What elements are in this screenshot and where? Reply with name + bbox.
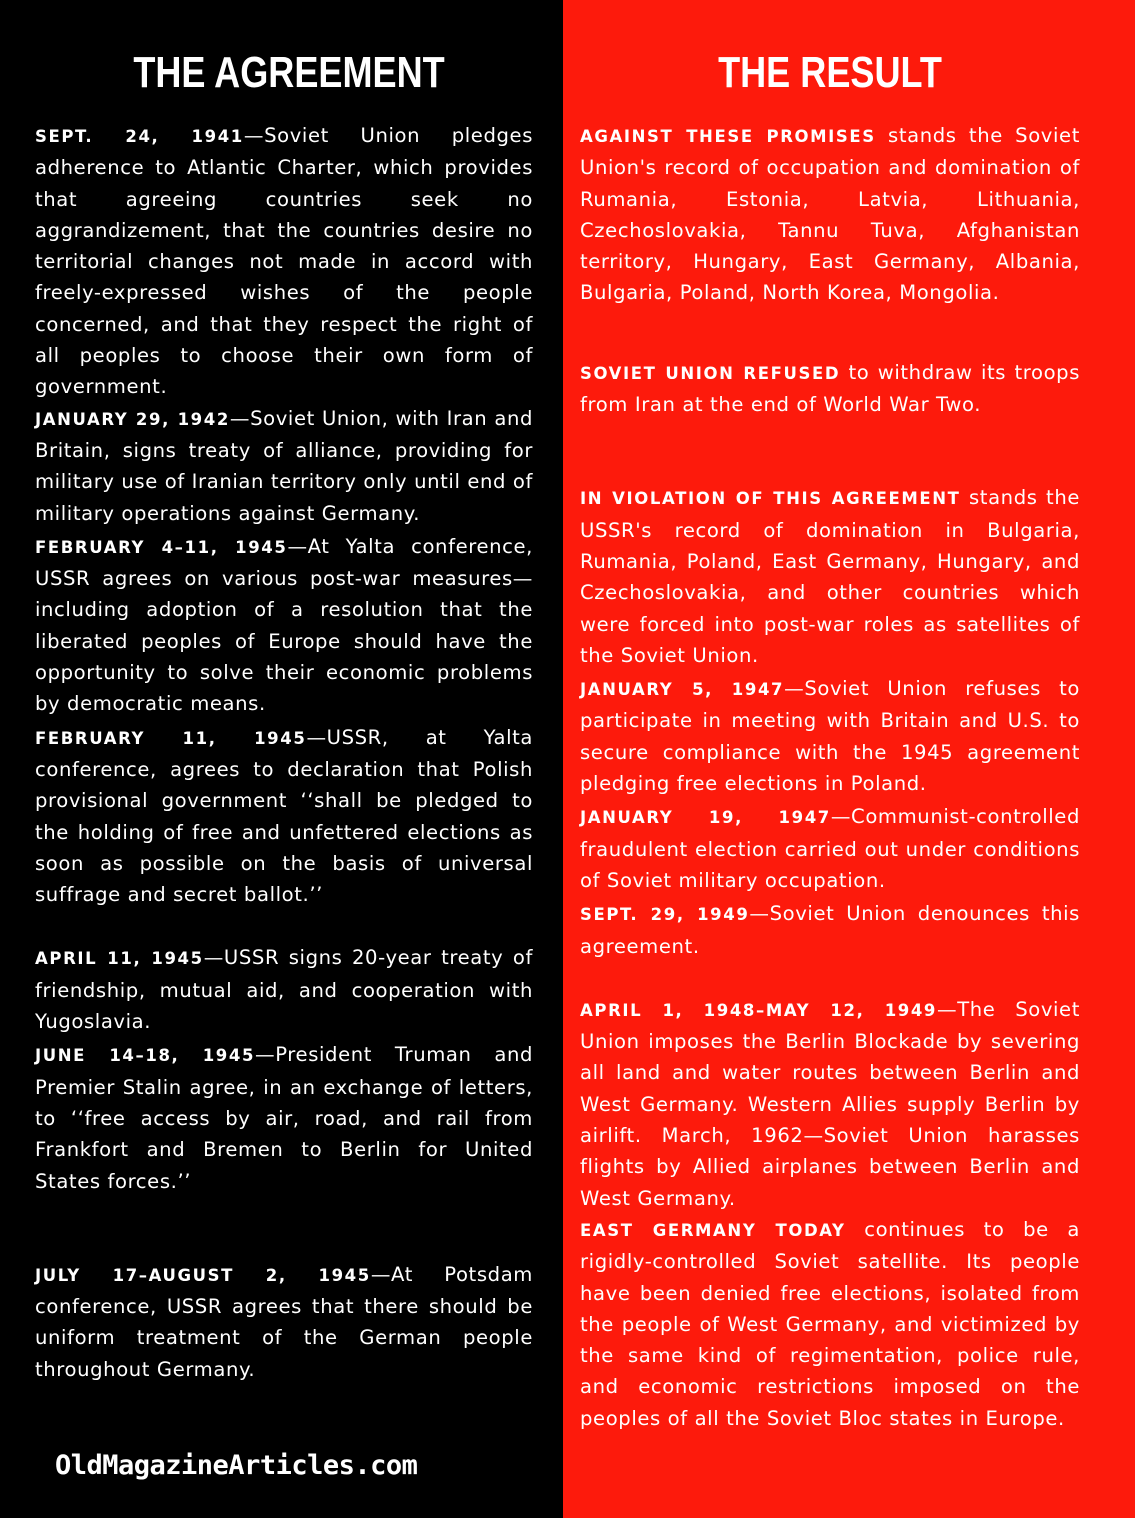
entry-date: JANUARY 19, 1947 — [580, 808, 831, 828]
agreement-entry-jun1945 — [35, 1039, 533, 1196]
result-column — [563, 0, 1135, 1518]
entry-text: —Soviet Union, with Iran and Britain, signs treaty of alliance, providing for military use of Iranian territory only until end of military operations against Germany. — [35, 406, 533, 525]
result-entry-berlin-blockade — [580, 994, 1080, 1214]
entry-heading: AGAINST THESE PROMISES — [580, 127, 876, 146]
agreement-title: THE AGREEMENT — [133, 48, 445, 97]
entry-text: —President Truman and Premier Stalin agree, in an exchange of letters, to ‘‘free access by air, road, and rail from Frankfort and Bremen to Berlin for United States forces.’’ — [35, 1043, 533, 1193]
site-watermark: OldMagazineArticles.com — [55, 1450, 418, 1481]
result-entry-sept1949 — [580, 898, 1080, 962]
entry-text: continues to be a rigidly-controlled Soviet satellite. Its people have been denied free elections, isolated from the people of West Germany, and victimized by the same kind of regimentation, police rule, and economic restrictions imposed on the peoples of all the Soviet Bloc states in Europe. — [580, 1217, 1080, 1430]
entry-date: FEBRUARY 4–11, 1945 — [35, 537, 288, 557]
entry-heading: SOVIET UNION REFUSED — [580, 363, 841, 383]
agreement-entry-1942 — [35, 403, 533, 529]
spacer — [580, 962, 1080, 994]
entry-date: APRIL 11, 1945 — [35, 949, 204, 969]
entry-text: —Soviet Union pledges adherence to Atlantic Charter, which provides that agreeing countries seek no aggrandizement, that the countries desire no territorial changes not made in accord with freely-expressed wishes of the people concerned, and that they respect the right of all peoples to choose their own form of government. — [35, 124, 533, 399]
entry-heading: IN VIOLATION OF THIS AGREEMENT — [580, 489, 961, 509]
entry-date: JUNE 14–18, 1945 — [35, 1046, 256, 1066]
entry-text: —Communist-controlled fraudulent election carried out under conditions of Soviet military occupation. — [580, 805, 1080, 892]
entry-text: —At Yalta conference, USSR agrees on various post-war measures—including adoption of a resolution that the liberated peoples of Europe should have the opportunity to solve their economic problems by democratic means. — [35, 534, 533, 716]
entry-text: stands the USSR's record of domination in Bulgaria, Rumania, Poland, East Germany, Hungary, and Czechoslovakia, and other countries which were forced into post-war roles as satellites of the Soviet Union. — [580, 486, 1080, 667]
result-entries — [580, 120, 1080, 1434]
entry-date: SEPT. 29, 1949 — [580, 905, 750, 925]
spacer — [580, 309, 1080, 357]
agreement-entry-yalta-feb4 — [35, 531, 533, 720]
agreement-column — [0, 0, 563, 1518]
entry-text: —USSR signs 20-year treaty of friendship, mutual aid, and cooperation with Yugoslavia. — [35, 946, 534, 1034]
result-entry-east-germany — [580, 1214, 1080, 1434]
result-entry-promises — [580, 120, 1080, 309]
entry-text: —USSR, at Yalta conference, agrees to declaration that Polish provisional government ‘‘shall be pledged to the holding of free and unfettered elections as soon as possible on the basis of universal suffrage and secret ballot.’’ — [35, 725, 533, 907]
entry-text: stands the Soviet Union's record of occupation and domination of Rumania, Estonia, Latvia, Lithuania, Czechoslovakia, Tannu Tuva, Afghanistan territory, Hungary, East Germany, Albania, Bulgaria, Poland, North Korea, Mongolia. — [580, 124, 1080, 305]
spacer — [580, 420, 1080, 482]
agreement-entry-apr1945 — [35, 942, 533, 1037]
entry-text: —Soviet Union refuses to participate in meeting with Britain and U.S. to secure compliance with the 1945 agreement pledging free elections in Poland. — [580, 677, 1080, 796]
agreement-entry-potsdam — [35, 1259, 533, 1385]
result-entry-iran — [580, 357, 1080, 421]
agreement-entries — [35, 120, 533, 1385]
entry-date: APRIL 1, 1948–MAY 12, 1949 — [580, 1000, 938, 1020]
result-entry-violation — [580, 482, 1080, 671]
result-entry-jan5-1947 — [580, 673, 1080, 799]
entry-text: —The Soviet Union imposes the Berlin Blockade by severing all land and water routes between Berlin and West Germany. Western Allies supply Berlin by airlift. March, 1962—Soviet Union harasses flights by Allied airplanes between Berlin and West Germany. — [580, 997, 1080, 1210]
entry-date: JANUARY 29, 1942 — [35, 409, 230, 429]
entry-text: —At Potsdam conference, USSR agrees that there should be uniform treatment of the German people throughout Germany. — [35, 1262, 533, 1381]
result-title: THE RESULT — [718, 48, 942, 97]
entry-date: JULY 17–AUGUST 2, 1945 — [35, 1265, 371, 1285]
agreement-entry-1941 — [35, 120, 533, 403]
spacer — [35, 910, 533, 942]
entry-date: SEPT. 24, 1941 — [35, 127, 244, 146]
entry-text: —Soviet Union denounces this agreement. — [580, 902, 1080, 958]
spacer — [35, 1197, 533, 1259]
entry-date: FEBRUARY 11, 1945 — [35, 728, 307, 748]
agreement-entry-yalta-feb11 — [35, 722, 533, 911]
entry-heading: EAST GERMANY TODAY — [580, 1220, 846, 1240]
entry-date: JANUARY 5, 1947 — [580, 680, 785, 700]
result-entry-jan19-1947 — [580, 801, 1080, 896]
entry-text: to withdraw its troops from Iran at the end of World War Two. — [580, 360, 1080, 417]
